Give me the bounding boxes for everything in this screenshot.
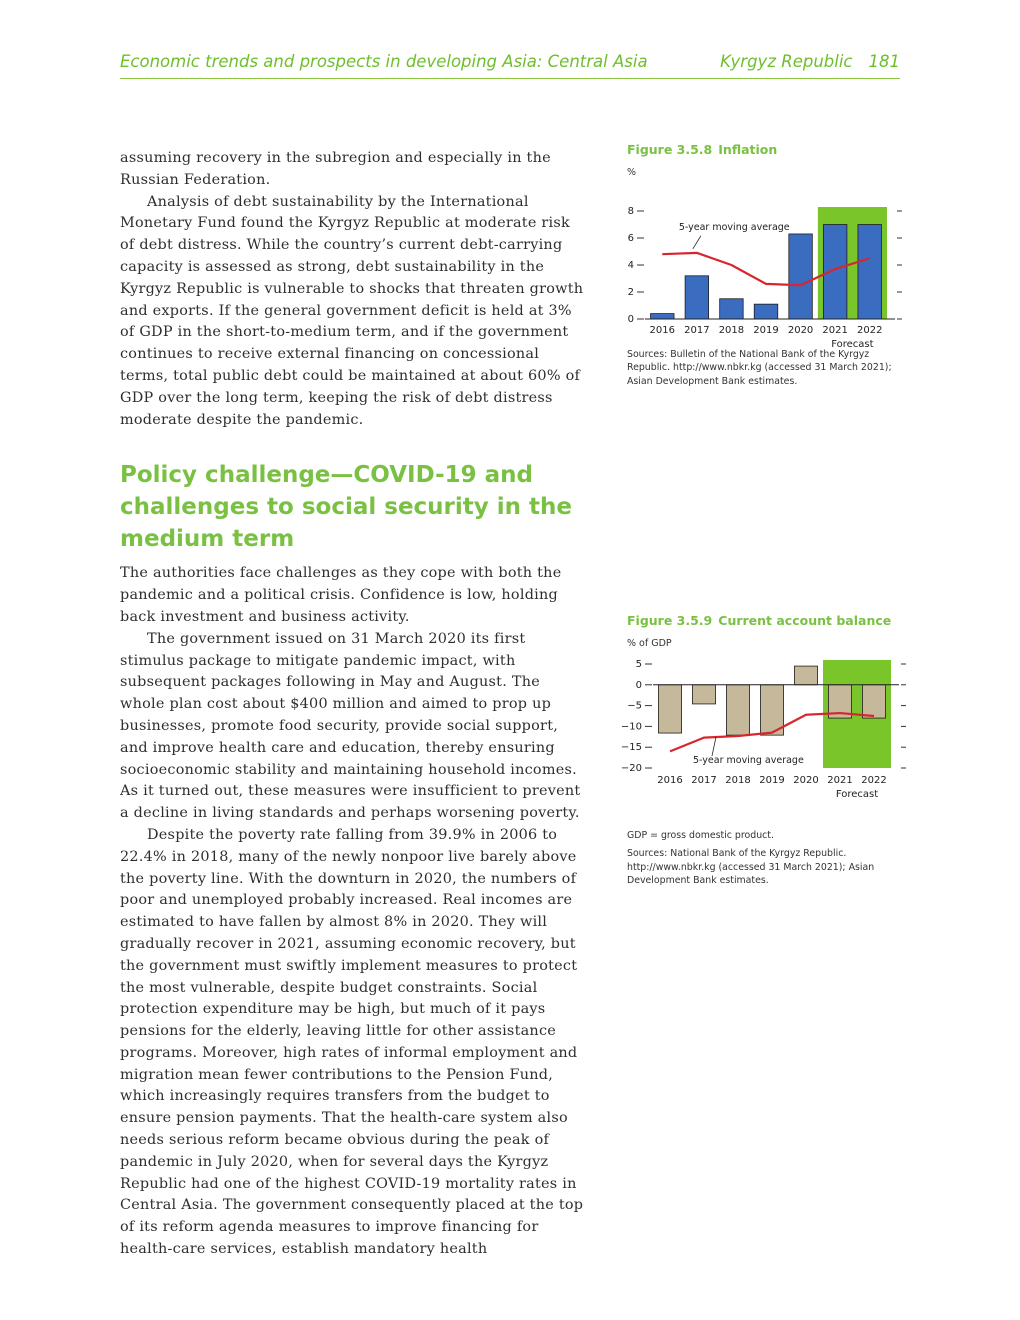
chapter-title: Economic trends and prospects in developing Asia: Central Asia <box>120 52 648 71</box>
paragraph: The authorities face challenges as they cope with both the pandemic and a political crisis. Confidence is low, holding back investment and business activity. <box>120 565 562 625</box>
x-tick-label: 2016 <box>657 775 683 786</box>
figure-current-account <box>620 613 907 893</box>
bar <box>794 666 817 685</box>
y-tick-label: −20 <box>620 763 642 774</box>
x-tick-label: 2020 <box>793 775 819 786</box>
figure-notes <box>627 348 907 388</box>
figure-sources: Sources: National Bank of the Kyrgyz Republic. http://www.nbkr.kg (accessed 31 March 2021); Asian Development Bank estimates. <box>627 848 875 887</box>
y-tick-label: 0 <box>627 314 634 325</box>
annotation-leader <box>693 236 701 249</box>
x-tick-label: 2022 <box>861 775 887 786</box>
bar <box>658 685 681 733</box>
figure-inflation <box>627 142 907 393</box>
annotation-label: 5-year moving average <box>693 754 804 766</box>
figure-title <box>627 613 907 628</box>
paragraph: Analysis of debt sustainability by the International Monetary Fund found the Kyrgyz Republic at moderate risk of debt distress. While the country’s current debt-carrying capacity is assessed as strong, debt sustainability in the Kyrgyz Republic is vulnerable to shocks that threaten growth and exports. If the general government deficit is held at 3% of GDP in the short-to-medium term, and if the government continues to receive external financing on concessional terms, total public debt could be maintained at about 60% of GDP over the long term, keeping the risk of debt distress moderate despite the pandemic. <box>120 193 584 428</box>
y-tick-label: −10 <box>620 721 642 733</box>
y-tick-label: 4 <box>627 260 634 271</box>
paragraph: assuming recovery in the subregion and especially in the Russian Federation. <box>120 150 551 188</box>
y-tick-label: 6 <box>627 233 634 244</box>
figure-title <box>627 142 907 157</box>
section-heading: Policy challenge—COVID-19 and challenges to social security in the medium term <box>120 462 573 553</box>
x-tick-label: 2019 <box>759 775 785 786</box>
x-tick-label: 2021 <box>827 775 853 786</box>
y-tick-label: 5 <box>635 659 642 670</box>
bar <box>720 299 744 319</box>
paragraph: Despite the poverty rate falling from 39.9% in 2006 to 22.4% in 2018, many of the newly nonpoor live barely above the poverty line. With the downturn in 2020, the numbers of poor and unemployed probably increased. Real incomes are estimated to have fallen by almost 8% in 2020. They will gradually recover in 2021, assuming economic recovery, but the government must swiftly implement measures to protect the most vulnerable, despite budget constraints. Social protection expenditure may be high, but much of it pays pensions for the elderly, leaving little for other assistance programs. Moreover, high rates of informal employment and migration mean fewer contributions to the Pension Fund, which increasingly requires transfers from the budget to ensure pension payments. That the health-care system also needs serious reform became obvious during the peak of pandemic in July 2020, when for several days the Kyrgyz Republic had one of the highest COVID-19 mortality rates in Central Asia. The government consequently placed at the top of its reform agenda measures to improve financing for health-care services, establish mandatory health <box>120 826 584 1258</box>
bar <box>651 314 675 319</box>
y-tick-label: 2 <box>627 287 634 298</box>
figure-number: Figure 3.5.8 <box>627 142 713 157</box>
forecast-label: Forecast <box>831 339 874 350</box>
y-tick-label: 0 <box>635 679 642 691</box>
bar <box>754 304 778 319</box>
y-axis-unit: % of GDP <box>627 638 672 649</box>
figure-note: GDP = gross domestic product. <box>627 830 774 841</box>
x-tick-label: 2020 <box>787 325 814 336</box>
x-tick-label: 2022 <box>856 325 883 336</box>
x-tick-label: 2019 <box>753 325 779 336</box>
header-right <box>720 52 900 71</box>
annotation-leader <box>712 737 716 756</box>
x-tick-label: 2018 <box>725 775 751 786</box>
y-tick-label: 8 <box>627 206 634 217</box>
x-tick-label: 2017 <box>684 325 710 336</box>
bar <box>862 685 885 718</box>
x-tick-label: 2017 <box>691 775 717 786</box>
x-tick-label: 2018 <box>718 325 745 336</box>
bar <box>789 234 813 319</box>
figure-notes <box>627 829 907 888</box>
current-account-chart <box>620 651 907 821</box>
inflation-chart <box>627 180 907 350</box>
figure-sources: Sources: Bulletin of the National Bank of the Kyrgyz Republic. http://www.nbkr.kg (accessed 31 March 2021); Asian Development Bank estimates. <box>627 349 892 387</box>
bar <box>858 225 882 320</box>
y-tick-label: −5 <box>627 700 642 712</box>
country-name: Kyrgyz Republic <box>720 52 853 71</box>
main-text-column <box>120 148 588 1261</box>
running-header <box>120 52 900 79</box>
x-tick-label: 2016 <box>649 325 676 336</box>
page-number: 181 <box>868 52 900 71</box>
y-tick-label: −15 <box>620 742 642 754</box>
figure-caption: Current account balance <box>718 613 892 628</box>
forecast-label: Forecast <box>835 789 879 800</box>
bar <box>692 685 715 704</box>
y-axis-unit: % <box>627 167 637 178</box>
x-tick-label: 2021 <box>822 325 848 336</box>
bar <box>726 685 749 735</box>
figure-number: Figure 3.5.9 <box>627 613 713 628</box>
annotation-label: 5-year moving average <box>678 221 790 233</box>
paragraph: The government issued on 31 March 2020 its first stimulus package to mitigate pandemic impact, with subsequent packages following in May and August. The whole plan cost about $400 million and aimed to prop up businesses, promote food security, provide social support, and improve health care and education, thereby ensuring socioeconomic stability and maintaining household incomes. As it turned out, these measures were insufficient to prevent a decline in living standards and perhaps worsening poverty. <box>120 630 581 822</box>
bar <box>685 276 709 319</box>
figure-caption: Inflation <box>718 142 778 157</box>
